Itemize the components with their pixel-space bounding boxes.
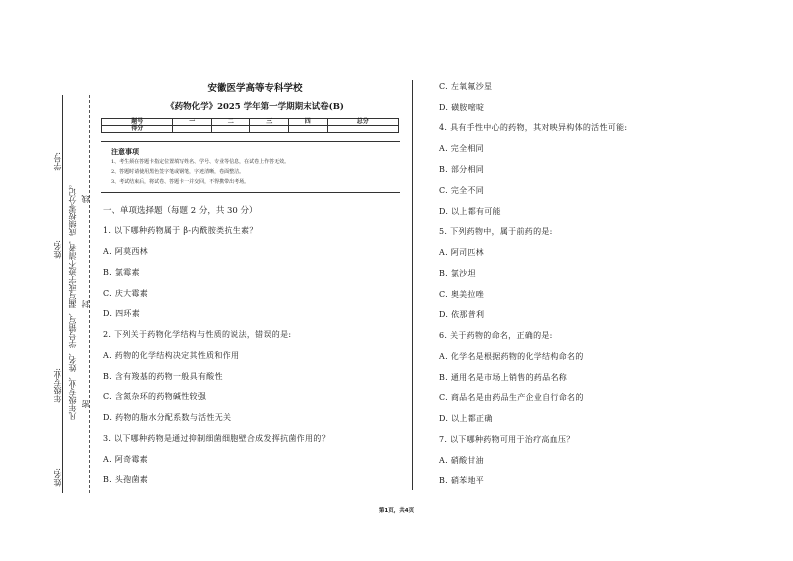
option: A. 完全相同 xyxy=(439,144,484,153)
score-cell: 一 xyxy=(173,119,212,126)
notes-top-rule xyxy=(101,141,400,142)
option: A. 化学名是根据药物的化学结构命名的 xyxy=(439,352,584,361)
score-cell: 题号 xyxy=(102,119,173,126)
score-cell: 四 xyxy=(289,119,328,126)
option: C. 左氧氟沙星 xyxy=(439,82,493,91)
seal-notice-text: 凡年级专业、姓名、学号错写、漏写或字迹不清者，成绩按零分记。 xyxy=(68,180,77,420)
question-3: 3. 以下哪种药物是通过抑制细菌细胞壁合成发挥抗菌作用的？ xyxy=(103,434,330,443)
question-1: 1. 以下哪种药物属于 β-内酰胺类抗生素？ xyxy=(103,226,258,235)
section-title: 一、单项选择题（每题 2 分，共 30 分） xyxy=(103,206,258,216)
question-4: 4. 具有手性中心的药物，其对映异构体的活性可能: xyxy=(439,123,628,132)
question-7: 7. 以下哪种药物可用于治疗高血压？ xyxy=(439,435,575,444)
score-blank xyxy=(211,126,250,133)
option: B. 通用名是市场上销售的药品名称 xyxy=(439,373,568,382)
option: D. 磺胺嘧啶 xyxy=(439,103,485,112)
score-cell: 三 xyxy=(250,119,289,126)
seal-feng: 封 xyxy=(81,300,90,308)
option: A. 阿司匹林 xyxy=(439,248,484,257)
name-label-2: 姓名: xyxy=(53,468,62,487)
score-blank xyxy=(327,126,398,133)
score-cell: 二 xyxy=(211,119,250,126)
option: B. 含有羧基的药物一般具有酸性 xyxy=(103,372,223,381)
score-blank xyxy=(250,126,289,133)
option: B. 氯沙坦 xyxy=(439,269,476,278)
option: D. 以上都有可能 xyxy=(439,207,501,216)
option: D. 药物的脂水分配系数与活性无关 xyxy=(103,413,232,422)
option: B. 部分相同 xyxy=(439,165,485,174)
score-table xyxy=(101,118,399,133)
score-table-header-row xyxy=(102,119,399,126)
column-divider xyxy=(412,80,413,490)
major-label: 年级专业: xyxy=(53,368,62,403)
option: C. 完全不同 xyxy=(439,186,485,195)
score-table-score-row xyxy=(102,126,399,133)
note-item: 2、答题时请使用黑色签字笔或钢笔，字迹清晰，卷面整洁。 xyxy=(111,169,245,175)
student-id-label: 学号: xyxy=(53,152,62,171)
seal-mi: 密 xyxy=(81,400,90,408)
option: C. 庆大霉素 xyxy=(103,289,149,298)
note-item: 3、考试结束后，将试卷、答题卡一并交回，不得携带出考场。 xyxy=(111,179,250,185)
option: D. 以上都正确 xyxy=(439,414,493,423)
school-name: 安徽医学高等专科学校 xyxy=(207,83,303,94)
option: A. 药物的化学结构决定其性质和作用 xyxy=(103,351,240,360)
seal-xian: 线 xyxy=(81,195,90,203)
option: B. 氯霉素 xyxy=(103,268,140,277)
option: B. 头孢菌素 xyxy=(103,475,149,484)
question-5: 5. 下列药物中，属于前药的是: xyxy=(439,227,553,236)
option: C. 商品名是由药品生产企业自行命名的 xyxy=(439,393,584,402)
score-blank xyxy=(173,126,212,133)
name-label-1: 姓名: xyxy=(53,240,62,259)
page-number: 第1页，共4页 xyxy=(378,508,415,514)
option: D. 四环素 xyxy=(103,309,141,318)
notes-title: 注意事项 xyxy=(111,148,139,156)
option: A. 阿莫西林 xyxy=(103,247,148,256)
question-2: 2. 下列关于药物化学结构与性质的说法，错误的是: xyxy=(103,330,292,339)
notes-bottom-rule xyxy=(101,192,400,193)
exam-title: 《药物化学》2025 学年第一学期期末试卷(B) xyxy=(166,102,344,112)
option: A. 硝酸甘油 xyxy=(439,456,484,465)
option: C. 含氮杂环的药物碱性较强 xyxy=(103,392,207,401)
option: A. 阿奇霉素 xyxy=(103,455,148,464)
option: D. 依那普利 xyxy=(439,310,485,319)
score-cell: 总分 xyxy=(327,119,398,126)
score-blank xyxy=(289,126,328,133)
option: C. 奥美拉唑 xyxy=(439,290,485,299)
option: B. 硝苯地平 xyxy=(439,476,485,485)
note-item: 1、考生须在答题卡指定位置填写姓名、学号、专业等信息，在试卷上作答无效。 xyxy=(111,159,290,165)
question-6: 6. 关于药物的命名，正确的是: xyxy=(439,331,553,340)
score-cell: 得分 xyxy=(102,126,173,133)
binding-line-dashed xyxy=(89,95,90,493)
